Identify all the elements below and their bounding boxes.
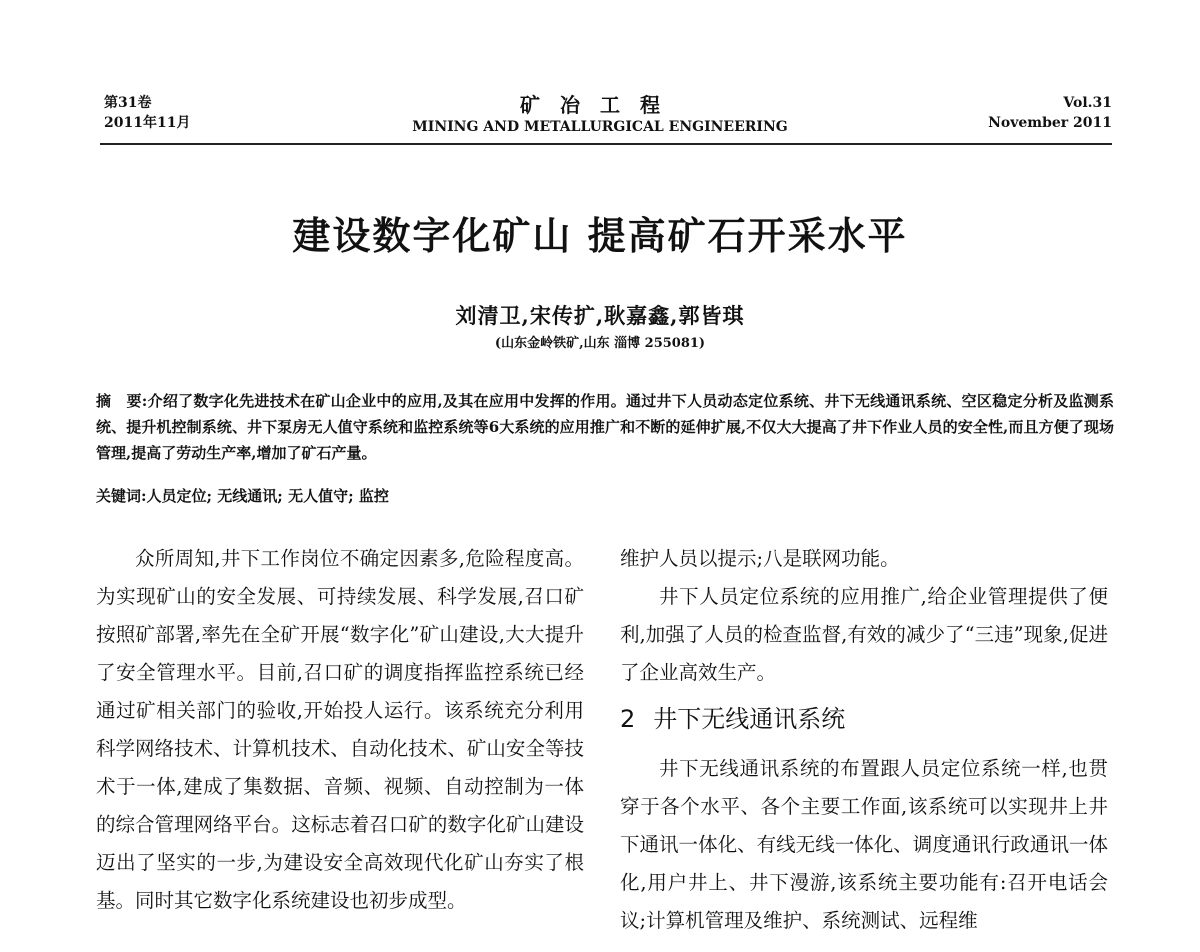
- body-column-left: [96, 540, 584, 920]
- keywords-label: 关键词:: [96, 487, 147, 505]
- issue-date-en: November 2011: [988, 115, 1112, 131]
- abstract-text: 介绍了数字化先进技术在矿山企业中的应用,及其在应用中发挥的作用。通过井下人员动态定位系统、井下无线通讯系统、空区稳定分析及监测系统、提升机控制系统、井下泵房无人值守系统和监控系统等6大系统的应用推广和不断的延伸扩展,不仅大大提高了井下作业人员的安全性,而且方便了现场管理,提高了劳动生产率,增加了矿石产量。: [96, 392, 1114, 462]
- section-number: 2: [620, 705, 636, 733]
- issue-date: 2011年11月: [104, 115, 191, 131]
- intro-paragraph: 众所周知,井下工作岗位不确定因素多,危险程度高。为实现矿山的安全发展、可持续发展、科学发展,召口矿按照矿部署,率先在全矿开展“数字化”矿山建设,大大提升了安全管理水平。目前,召口矿的调度指挥监控系统已经通过矿相关部门的验收,开始投人运行。该系统充分利用科学网络技术、计算机技术、自动化技术、矿山安全等技术于一体,建成了集数据、音频、视频、自动控制为一体的综合管理网络平台。这标志着召口矿的数字化矿山建设迈出了坚实的一步,为建设安全高效现代化矿山夯实了根基。同时其它数字化系统建设也初步成型。: [96, 547, 584, 912]
- paper-authors: 刘清卫,宋传扩,耿嘉鑫,郭皆琪: [455, 303, 745, 328]
- header-rule: [100, 143, 1112, 145]
- paper-affiliation: (山东金岭铁矿,山东 淄博 255081): [494, 336, 706, 351]
- section-title: 井下无线通讯系统: [653, 705, 846, 733]
- wireless-paragraph: 井下无线通讯系统的布置跟人员定位系统一样,也贯穿于各个水平、各个主要工作面,该系统可以实现井上井下通讯一体化、有线无线一体化、调度通讯行政通讯一体化,用户井上、井下漫游,该系统主要功能有:召开电话会议;计算机管理及维护、系统测试、远程维: [620, 757, 1108, 932]
- body-column-right: [620, 540, 1108, 940]
- keywords-text: 人员定位; 无线通讯; 无人值守; 监控: [146, 487, 389, 505]
- section-heading: [620, 704, 1108, 734]
- abstract: [96, 388, 1114, 466]
- positioning-paragraph: 井下人员定位系统的应用推广,给企业管理提供了便利,加强了人员的检查监督,有效的减少了“三违”现象,促进了企业高效生产。: [620, 585, 1108, 684]
- journal-name-en: MINING AND METALLURGICAL ENGINEERING: [412, 119, 788, 135]
- continued-paragraph: 维护人员以提示;八是联网功能。: [620, 547, 900, 570]
- keywords: [96, 483, 389, 509]
- paper-title: 建设数字化矿山 提高矿石开采水平: [292, 214, 908, 258]
- journal-name-zh: 矿冶工程: [520, 93, 680, 117]
- abstract-label: 摘 要:: [96, 392, 148, 410]
- volume-label: 第31卷: [104, 95, 152, 111]
- volume-label-en: Vol.31: [1063, 95, 1112, 111]
- journal-volume-en: [988, 93, 1112, 133]
